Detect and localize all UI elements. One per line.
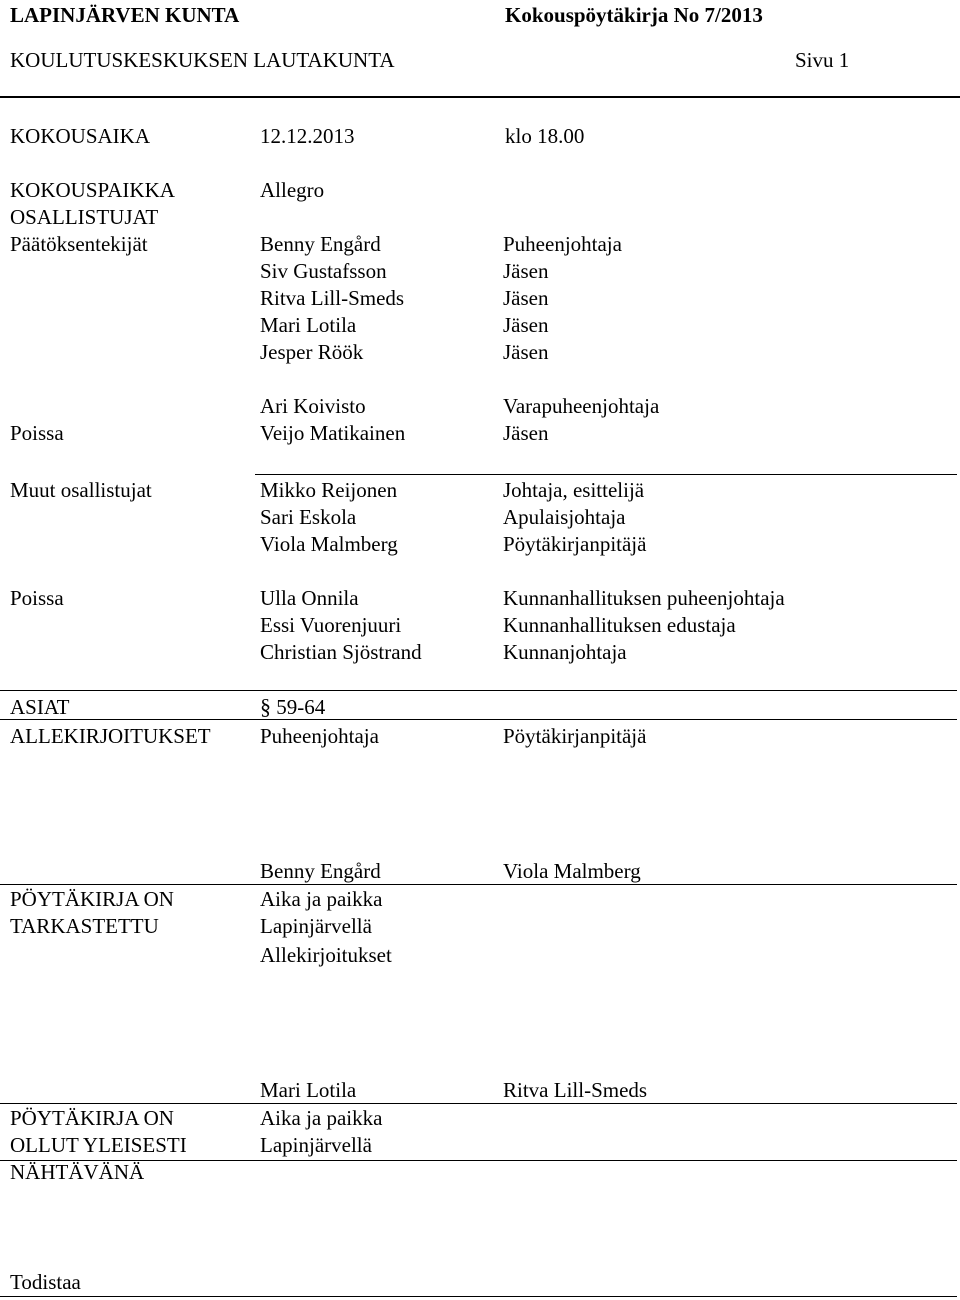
municipality-name: LAPINJÄRVEN KUNTA [10, 3, 240, 27]
section-symbol: § [260, 694, 271, 719]
public-place: Lapinjärvellä [260, 1133, 372, 1157]
member-name: Jesper Röök [260, 340, 364, 364]
secretary-title: Pöytäkirjanpitäjä [503, 724, 647, 748]
member-role: Varapuheenjohtaja [503, 394, 660, 418]
participants-label: OSALLISTUJAT [10, 205, 159, 229]
member-role: Puheenjohtaja [503, 232, 622, 256]
participant-role: Johtaja, esittelijä [503, 478, 645, 502]
participant-name: Sari Eskola [260, 505, 357, 529]
section-divider [255, 474, 957, 475]
other-participants-label: Muut osallistujat [10, 478, 152, 502]
absent-participant-role: Kunnanjohtaja [503, 640, 627, 664]
secretary-signature-name: Viola Malmberg [503, 859, 641, 883]
participant-name: Viola Malmberg [260, 532, 398, 556]
matters-value: 59-64 [276, 695, 326, 719]
signatures-label: ALLEKIRJOITUKSET [10, 724, 211, 748]
member-role: Jäsen [503, 286, 549, 310]
meeting-time-label: KOKOUSAIKA [10, 124, 150, 148]
section-divider [0, 719, 957, 720]
meeting-date: 12.12.2013 [260, 124, 355, 148]
section-divider [0, 1160, 957, 1161]
absent-participant-role: Kunnanhallituksen puheenjohtaja [503, 586, 785, 610]
absent-participant-name: Ulla Onnila [260, 586, 359, 610]
member-name: Benny Engård [260, 232, 381, 256]
checker-name: Mari Lotila [260, 1078, 357, 1102]
member-role: Jäsen [503, 259, 549, 283]
participant-name: Mikko Reijonen [260, 478, 398, 502]
public-label: OLLUT YLEISESTI [10, 1133, 187, 1157]
footer-divider [0, 1296, 957, 1297]
meeting-place-label: KOKOUSPAIKKA [10, 178, 175, 202]
section-divider [0, 1103, 957, 1104]
absent-label: Poissa [10, 421, 64, 445]
section-divider [0, 690, 957, 691]
chair-title: Puheenjohtaja [260, 724, 379, 748]
document-title: Kokouspöytäkirja No 7/2013 [505, 3, 763, 27]
absent-label: Poissa [10, 586, 64, 610]
member-name: Ritva Lill-Smeds [260, 286, 405, 310]
public-label: PÖYTÄKIRJA ON [10, 1106, 174, 1130]
committee-name: KOULUTUSKESKUKSEN LAUTAKUNTA [10, 48, 395, 72]
member-role: Jäsen [503, 313, 549, 337]
checker-name: Ritva Lill-Smeds [503, 1078, 648, 1102]
public-label: NÄHTÄVÄNÄ [10, 1160, 145, 1184]
meeting-place: Allegro [260, 178, 325, 202]
meeting-clock: klo 18.00 [505, 124, 585, 148]
participant-role: Apulaisjohtaja [503, 505, 626, 529]
matters-label: ASIAT [10, 695, 70, 719]
checked-place: Lapinjärvellä [260, 914, 372, 938]
header-divider [0, 96, 960, 98]
checked-signatures-label: Allekirjoitukset [260, 943, 392, 967]
absent-member-role: Jäsen [503, 421, 549, 445]
checked-label: TARKASTETTU [10, 914, 159, 938]
decision-makers-label: Päätöksentekijät [10, 232, 148, 256]
member-name: Mari Lotila [260, 313, 357, 337]
participant-role: Pöytäkirjanpitäjä [503, 532, 647, 556]
member-name: Ari Koivisto [260, 394, 366, 418]
page-number: Sivu 1 [795, 48, 850, 72]
member-name: Siv Gustafsson [260, 259, 387, 283]
absent-participant-role: Kunnanhallituksen edustaja [503, 613, 736, 637]
section-divider [0, 884, 957, 885]
checked-time-place: Aika ja paikka [260, 887, 383, 911]
public-time-place: Aika ja paikka [260, 1106, 383, 1130]
certify-label: Todistaa [10, 1270, 81, 1294]
absent-participant-name: Christian Sjöstrand [260, 640, 422, 664]
matters-range [260, 694, 325, 721]
chair-signature-name: Benny Engård [260, 859, 381, 883]
absent-participant-name: Essi Vuorenjuuri [260, 613, 402, 637]
checked-label: PÖYTÄKIRJA ON [10, 887, 174, 911]
member-role: Jäsen [503, 340, 549, 364]
absent-member-name: Veijo Matikainen [260, 421, 406, 445]
